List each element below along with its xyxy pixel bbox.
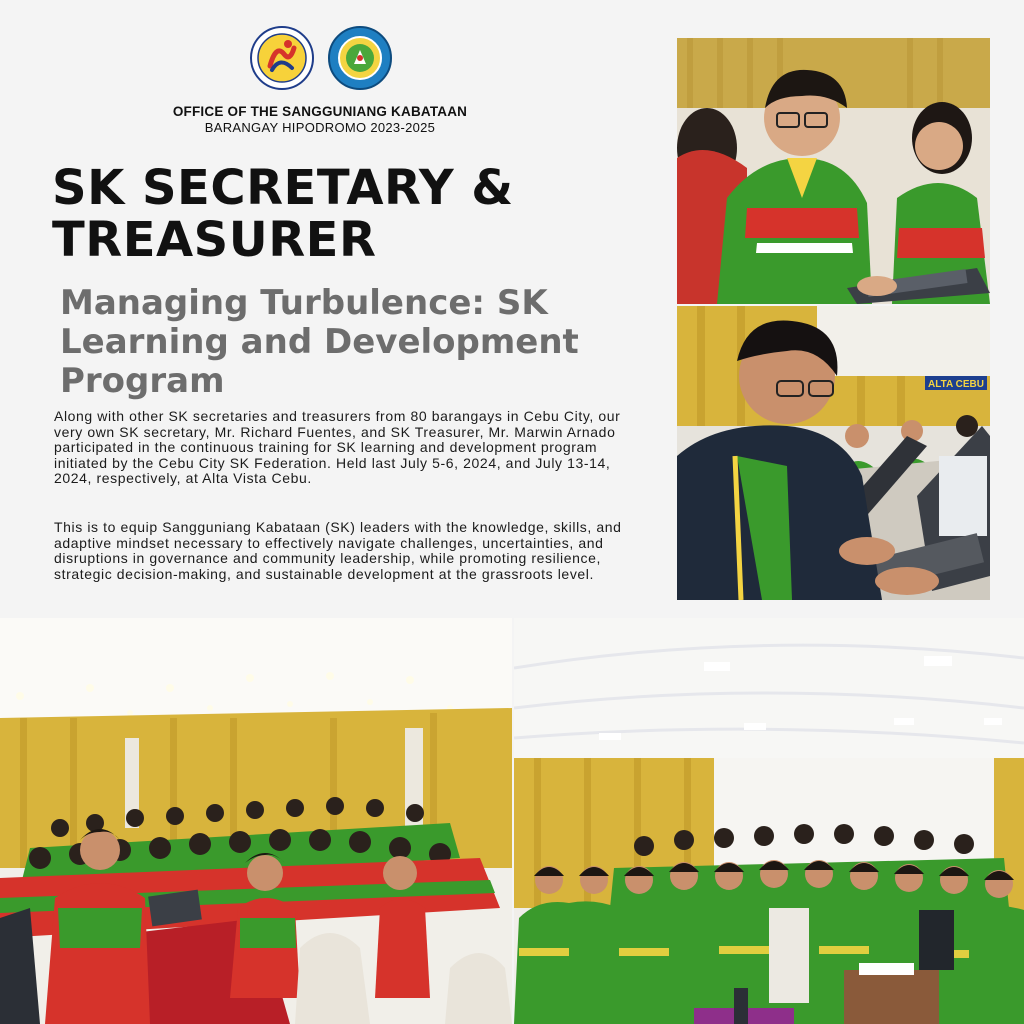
- office-name: OFFICE OF THE SANGGUNIANG KABATAAN: [172, 104, 468, 119]
- photo-seated-audience: [0, 618, 512, 1024]
- office-term: BARANGAY HIPODROMO 2023-2025: [204, 120, 436, 135]
- office-header: [150, 104, 490, 135]
- barangay-seal: [328, 26, 392, 90]
- photo-participant-typing: [677, 306, 990, 600]
- logo-group: [250, 26, 395, 96]
- sk-logo: [250, 26, 314, 90]
- photo-group-standing: [514, 618, 1024, 1024]
- body-paragraph-1: Along with other SK secretaries and treasurers from 80 barangays in Cebu City, our very own SK secretary, Mr. Richard Fuentes, and SK Treasurer, Mr. Marwin Arnado participated in the continuous training for SK learning and development program initiated by the Cebu City SK Federation. Held last July 5-6, 2024, and July 13-14, 2024, respectively, at Alta Vista Cebu.: [54, 408, 621, 486]
- page-subtitle: Managing Turbulence: SK Learning and Development Program: [60, 283, 579, 401]
- venue-sign: ALTA CEBU: [928, 379, 984, 390]
- body-paragraph-2: This is to equip Sangguniang Kabataan (SK) leaders with the knowledge, skills, and adaptive mindset necessary to effectively navigate challenges, uncertainties, and disruptions in governance and community leadership, while promoting resilience, strategic decision-making, and sustainable development at the grassroots level.: [54, 519, 622, 582]
- photo-participants-laptop: [677, 38, 990, 304]
- page-title: SK SECRETARY & TREASURER: [52, 160, 514, 268]
